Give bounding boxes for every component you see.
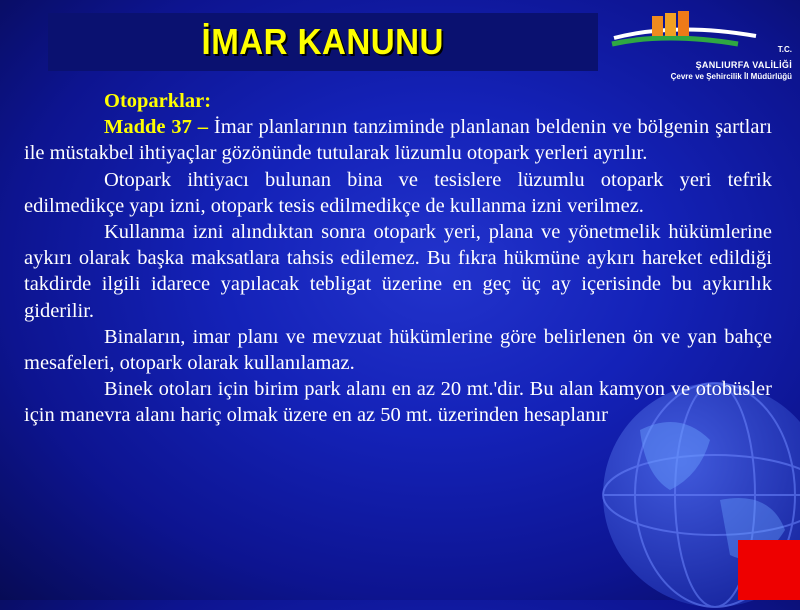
paragraph-2: Otopark ihtiyacı bulunan bina ve tesislere lüzumlu otopark yeri tefrik edilmedikçe yapı izni, otopark tesis edilmedikçe de kullanma izni verilmez. xyxy=(24,168,772,217)
section-heading: Otoparklar: xyxy=(104,90,212,112)
red-corner-block xyxy=(738,540,800,600)
paragraph-4: Binaların, imar planı ve mevzuat hükümlerine göre belirlenen ön ve yan bahçe mesafeleri, otopark olarak kullanılamaz. xyxy=(24,325,772,375)
paragraph-3: Kullanma izni alındıktan sonra otopark yeri, plana ve yönetmelik hükümlerine aykırı olarak başka maksatlara tahsis edilemez. Bu fıkra hükmüne aykırı hareket edildiği takdirde ilgili idarece yapılacak tebligat üzerine en geç üç ay içerisinde bu aykırılık giderilir. xyxy=(24,221,772,322)
logo-subtitle-text: Çevre ve Şehircilik İl Müdürlüğü xyxy=(670,72,792,81)
paragraph-1: Madde 37 – İmar planlarının tanziminde planlanan beldenin ve bölgenin şartları ile müstakbel ihtiyaçlar gözönünde tutularak lüzumlu otopark yerleri ayrılır. xyxy=(24,116,772,165)
article-label: Madde 37 – xyxy=(104,116,209,139)
logo-name-text: ŞANLIURFA VALİLİĞİ xyxy=(695,60,792,70)
logo-tc-text: T.C. xyxy=(777,45,792,54)
slide-body xyxy=(24,88,772,429)
slide-title: İMAR KANUNU xyxy=(201,21,445,62)
title-banner xyxy=(48,13,598,71)
paragraph-5: Binek otoları için birim park alanı en az 20 mt.'dir. Bu alan kamyon ve otobüsler için manevra alanı hariç olmak üzere en az 50 mt. üzerinden hesaplanır xyxy=(24,378,772,427)
ministry-logo xyxy=(606,8,796,88)
